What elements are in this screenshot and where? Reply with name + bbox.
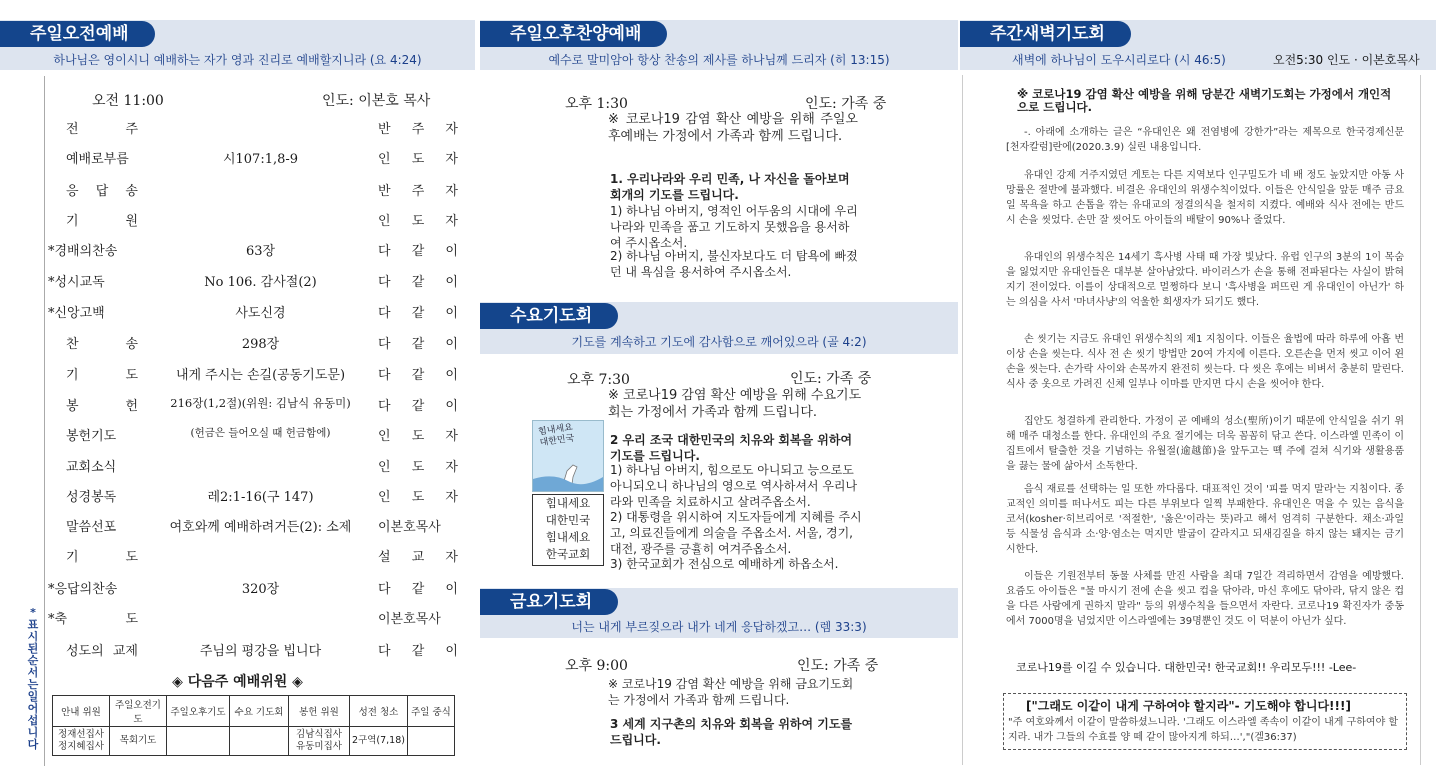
cheer-up-image: [532, 420, 604, 492]
column-divider: [44, 76, 45, 766]
row-name: 성경봉독: [66, 490, 117, 505]
prayer-item: 1) 하나님 아버지, 힘으로도 아니되고 능으로도 아니되오니 하나님의 영으로 역사하셔서 우리나라와 민족을 치료하시고 살려주옵소서.: [610, 463, 858, 509]
row-content: 주님의 평강을 빕니다: [199, 644, 322, 659]
covid-notice: ※ 코로나19 감염 확산 예방을 위해 주일오후예배는 가정에서 가족과 함께 드립니다.: [608, 112, 858, 144]
box-line: 힘내세요: [545, 530, 591, 544]
row-content: 시107:1,8-9: [222, 152, 299, 167]
quote-text: "주 여호와께서 이같이 말씀하셨느니라. '그래도 이스라엘 족속이 이같이 내게 구하여야 할지라. 내가 그들의 수효를 양 떼 같이 많아지게 하되…',"(겔36:37): [1008, 717, 1399, 743]
prayer-item: 2) 하나님 아버지, 불신자보다도 더 탐욕에 빠졌던 내 욕심을 용서하여 주시옵소서.: [610, 249, 858, 279]
table-header: 주일 중식: [407, 696, 454, 727]
column-divider: [962, 75, 963, 765]
row-name: 교회소식: [66, 460, 117, 475]
article-paragraph: 집안도 청결하게 관리한다. 가정이 곧 예배의 성소(聖所)이기 때문에 안식일을 쉬기 위해 매주 대청소를 한다. 유대인의 주요 절기에는 더욱 꼼꼼히 닦고 쓴다. 이스라엘 민족이 이집트에서 탈출한 것을 기념하는 유월절(逾越節)을 앞두고는 뗵 주에 걸쳐 식기와 생활용품을 끓는 물에 삶아서 소독한다.: [1006, 416, 1404, 472]
service-leader: 인도: 가족 중: [790, 371, 872, 387]
service-row: [48, 333, 458, 355]
prayer-item: 2) 대통령을 위시하여 지도자들에게 지혜를 주시고, 의료진들에게 의술을 주옵소서. 서울, 경기, 대전, 광주를 긍휼히 여겨주옵소서.: [610, 510, 862, 556]
row-content: 내게 주시는 손길(공동기도문): [175, 368, 346, 383]
table-cell: 정재선집사 정지혜집사: [53, 727, 110, 756]
prayer-heading: 1. 우리나라와 우리 민족, 나 자신을 돌아보며 회개의 기도를 드립니다.: [610, 172, 850, 202]
row-leader: 이본호목사: [378, 520, 441, 535]
row-name: 찬 송: [66, 337, 138, 352]
article-paragraph: 이들은 기원전부터 동물 사체를 만진 사람을 최대 7일간 격리하면서 감염을 예방했다. 요즘도 아이들은 "물 마시기 전에 손을 씻고 컵을 닦아라, 마신 후에도 닦아라, 닦지 않은 컵을 다른 사람에게 권하지 말라" 등의 위생수칙을 들으면서 자란다. 코로나19 확진자가 중동에서 7000명을 넘었지만 이스라엘에는 39명뿐인 것도 이 덕분이 아닌가 싶다.: [1006, 571, 1404, 627]
row-name: 성도의 교제: [66, 644, 138, 659]
row-name: *응답의찬송: [48, 582, 118, 597]
row-name: 기 도: [66, 550, 138, 565]
row-leader: 다 같 이: [378, 582, 458, 597]
table-header: 주일오후기도: [167, 696, 230, 727]
section-verse: 하나님은 영이시니 예배하는 자가 영과 진리로 예배할지니라 (요 4:24): [53, 53, 422, 67]
row-content: 216장(1,2절)(위원: 김남식 유동미): [170, 396, 351, 410]
dawn-notice: ※ 코로나19 감염 확산 예방을 위해 당분간 새벽기도회는 가정에서 개인적으로 드립니다.: [1017, 87, 1392, 114]
service-row: [48, 395, 458, 417]
row-name: 봉헌기도: [66, 429, 117, 444]
service-row: [48, 210, 458, 232]
article-paragraph: 유대인의 위생수칙은 14세기 흑사병 사태 때 가장 빛났다. 유럽 인구의 3분의 1이 목숨을 잃었지만 유대인들은 대부분 살아남았다. 바이러스가 손을 통해 전파된다는 사실이 밝혀지기 전이었다. 이를이 상대적으로 멀쩡하다 보니 '흑사병을 퍼뜨린 게 유대인이 아닌가' 하는 의심을 사서 '마녀사냥'의 억울한 희생자가 되기도 했다.: [1006, 252, 1404, 308]
row-name: *축 도: [48, 612, 138, 627]
box-line: 대한민국: [545, 513, 591, 527]
section-verse: 예수로 말미암아 항상 찬송의 제사를 하나님께 드리자 (히 13:15): [548, 53, 890, 67]
row-leader: 인 도 자: [378, 490, 458, 505]
service-time: 오전 11:00: [92, 93, 164, 109]
table-header: 성전 청소: [350, 696, 408, 727]
section-title: 수요기도회: [480, 303, 618, 329]
row-name: *신앙고백: [48, 306, 105, 321]
table-header: 안내 위원: [53, 696, 110, 727]
service-leader: 인도: 가족 중: [805, 96, 887, 112]
service-time: 오후 1:30: [565, 96, 628, 112]
service-leader: 인도: 가족 중: [797, 658, 879, 674]
row-leader: 다 같 이: [378, 368, 458, 383]
row-content: 여호와께 예배하려거든(2): 소제: [169, 520, 352, 535]
image-caption: 힘내세요 대한민국: [537, 422, 576, 449]
table-cell: 김남식집사 유동미집사: [289, 727, 350, 756]
table-cell: 목회기도: [110, 727, 167, 756]
row-leader: 다 같 이: [378, 644, 458, 659]
row-leader: 반 주 자: [378, 122, 458, 137]
article-paragraph: 손 씻기는 지금도 유대인 위생수칙의 제1 지침이다. 이들은 율법에 따라 하루에 아홉 번 이상 손을 씻는다. 식사 전 손 씻기 방법만 20여 가지에 이른다. 오른손을 먼저 씻고 이어 왼손을 씻는다. 손가락 사이와 손목까지 완전히 씻는다. 다 씻은 후에는 비벼서 충분히 말린다. 식사 중 옷으로 가려진 신체 일부나 이마를 만지면 다시 손을 씻어야 한다.: [1006, 334, 1404, 390]
article-paragraph: -. 아래에 소개하는 글은 “유대인은 왜 전염병에 강한가”라는 제목으로 한국경제신문 [천자칼럼]란에(2020.3.9) 실린 내용입니다.: [1006, 127, 1404, 153]
row-content: 63장: [245, 244, 276, 259]
row-name: 기 도: [66, 368, 138, 383]
service-row: [48, 302, 458, 324]
quote-box: [1003, 693, 1407, 750]
row-leader: 인 도 자: [378, 152, 458, 167]
cheer-up-box: [532, 494, 604, 566]
table-header: 수요 기도회: [230, 696, 289, 727]
article-paragraph: 유대인 강제 거주지였던 게토는 다른 지역보다 인구밀도가 네 배 정도 높았지만 아동 사망률은 절반에 불과했다. 비결은 유대인의 위생수칙이었다. 이들은 안식일을 앞둔 매주 금요일 목욕을 하고 손톱을 깎는 유대교의 정결의식을 철저히 지켰다. 예배와 식사 전에는 반드시 손을 씻었다. 손만 잘 씻어도 아이들의 배탈이 90%나 줄었다.: [1006, 170, 1404, 226]
service-row: [48, 578, 458, 600]
prayer-item: 1) 하나님 아버지, 영적인 어두움의 시대에 우리나라와 민족을 품고 기도하지 못했음을 용서하여 주시옵소서.: [610, 204, 858, 250]
service-leader: 인도: 이본호 목사: [322, 93, 431, 109]
row-leader: 반 주 자: [378, 184, 458, 199]
service-row: [48, 180, 458, 202]
row-name: *경배의찬송: [48, 244, 118, 259]
prayer-heading: 3 세계 지구촌의 치유와 회복을 위하여 기도를 드립니다.: [610, 717, 853, 747]
row-leader: 다 같 이: [378, 337, 458, 352]
service-row: [48, 516, 458, 538]
table-header: 봉헌 위원: [289, 696, 350, 727]
row-content: 298장: [241, 337, 280, 352]
service-row: [48, 608, 458, 630]
service-row: [48, 425, 458, 447]
row-leader: 다 같 이: [378, 306, 458, 321]
box-line: 힘내세요: [545, 496, 591, 510]
section-title: 금요기도회: [480, 589, 618, 615]
table-header: 주일오전기도: [110, 696, 167, 727]
prayer-heading: 2 우리 조국 대한민국의 치유와 회복을 위하여 기도를 드립니다.: [610, 433, 853, 463]
table-cell: [407, 727, 454, 756]
service-row: [48, 240, 458, 262]
table-cell: [230, 727, 289, 756]
row-name: *성시교독: [48, 275, 105, 290]
service-row: [48, 640, 458, 662]
row-content: 레2:1-16(구 147): [207, 490, 314, 505]
row-leader: 인 도 자: [378, 429, 458, 444]
row-name: 응 답 송: [66, 184, 138, 199]
row-name: 말씀선포: [66, 520, 117, 535]
row-leader: 다 같 이: [378, 275, 458, 290]
row-name: 전 주: [66, 122, 138, 137]
time-leader: 오전5:30 인도 · 이본호목사: [1273, 53, 1420, 67]
service-row: [48, 456, 458, 478]
row-content: 사도신경: [235, 306, 286, 321]
section-verse: 너는 내게 부르짖으라 내가 네게 응답하겠고… (렘 33:3): [571, 620, 867, 634]
prayer-item: 3) 한국교회가 전심으로 예배하게 하옵소서.: [610, 557, 839, 571]
row-content: No 106. 감사절(2): [204, 275, 317, 290]
covid-notice: ※ 코로나19 감염 확산 예방을 위해 수요기도회는 가정에서 가족과 함께 드립니다.: [608, 388, 862, 420]
article-paragraph: 코로나19를 이길 수 있습니다. 대한민국! 한국교회!! 우리모두!!! -Lee-: [1016, 661, 1357, 674]
standing-note: *표시된 순서는 일어섭니다: [27, 606, 39, 751]
row-leader: 이본호목사: [378, 612, 441, 627]
row-name: 기 원: [66, 214, 138, 229]
row-content: 320장: [241, 582, 280, 597]
table-cell: 2구역(7,18): [350, 727, 408, 756]
row-name: 봉 헌: [66, 399, 138, 414]
service-row: [48, 364, 458, 386]
section-title: 주간새벽기도회: [960, 21, 1131, 47]
row-name: 예배로부름: [66, 152, 129, 167]
section-title: 주일오전예배: [0, 21, 155, 47]
service-row: [48, 118, 458, 140]
row-leader: 인 도 자: [378, 214, 458, 229]
row-leader: 설 교 자: [378, 550, 458, 565]
section-verse: 기도를 계속하고 기도에 감사함으로 깨어있으라 (골 4:2): [571, 335, 867, 349]
row-content: (헌금은 들어오실 때 헌금함에): [190, 427, 331, 439]
section-title: 주일오후찬양예배: [480, 21, 667, 47]
service-row: [48, 148, 458, 170]
service-row: [48, 546, 458, 568]
service-time: 오후 9:00: [565, 658, 628, 674]
article-paragraph: 음식 재료를 선택하는 일 또한 까다롭다. 대표적인 것이 '피를 먹지 말라'는 지침이다. 종교적인 의미를 떠나서도 피는 다른 부위보다 일찍 부패한다. 유대인은 먹을 수 있는 음식을 코셔(kosher·히브리어로 '적절한', '옳은'이라는 뜻)라고 해서 엄격히 구분한다. 채소·과일 등 식물성 음식과 소·양·염소는 먹지만 발굽이 갈라지고 되새김질을 하지 않는 돼지는 금기시한다.: [1006, 484, 1404, 555]
row-leader: 다 같 이: [378, 399, 458, 414]
row-leader: 다 같 이: [378, 244, 458, 259]
committee-table: [52, 695, 455, 756]
service-time: 오후 7:30: [567, 372, 630, 388]
service-row: [48, 486, 458, 508]
quote-title: ["그래도 이같이 내게 구하여야 할지라"- 기도해야 합니다!!!]: [1026, 699, 1351, 713]
box-line: 한국교회: [545, 547, 591, 561]
section-verse: 새벽에 하나님이 도우시리로다 (시 46:5): [1012, 53, 1226, 67]
covid-notice: ※ 코로나19 감염 확산 예방을 위해 금요기도회는 가정에서 가족과 함께 드립니다.: [608, 677, 854, 707]
service-row: [48, 271, 458, 293]
column-divider: [1420, 75, 1421, 765]
row-leader: 인 도 자: [378, 460, 458, 475]
table-cell: [167, 727, 230, 756]
next-week-title: ◈ 다음주 예배위원 ◈: [172, 674, 303, 690]
